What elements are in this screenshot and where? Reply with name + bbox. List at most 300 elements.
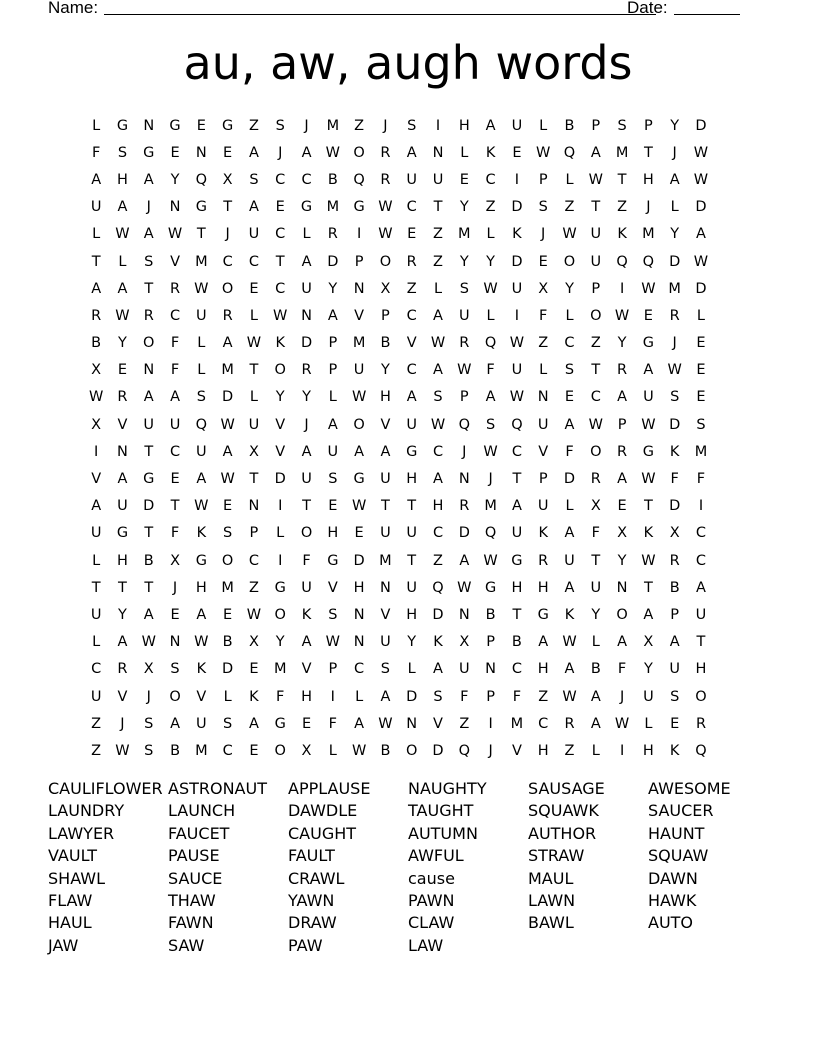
grid-letter: Q	[353, 171, 365, 188]
grid-letter: A	[564, 525, 575, 542]
word-list-item: YAWN	[288, 890, 335, 910]
grid-letter: O	[274, 606, 286, 623]
grid-letter: U	[511, 362, 523, 379]
grid-letter: F	[460, 688, 469, 705]
grid-letter: A	[248, 144, 259, 161]
grid-letter: U	[248, 416, 260, 433]
grid-letter: H	[642, 742, 654, 759]
grid-letter: D	[511, 253, 523, 270]
grid-letter: A	[91, 280, 102, 297]
grid-letter: P	[381, 307, 390, 324]
word-list-item: PAUSE	[168, 846, 220, 866]
grid-letter: B	[564, 117, 575, 134]
grid-letter: L	[486, 307, 495, 324]
grid-letter: X	[538, 280, 549, 297]
grid-letter: U	[590, 579, 602, 596]
grid-letter: W	[509, 389, 525, 406]
grid-letter: I	[514, 171, 520, 188]
grid-letter: T	[249, 471, 259, 488]
grid-letter: E	[117, 362, 128, 379]
grid-letter: M	[195, 742, 208, 759]
grid-row	[83, 302, 743, 329]
grid-letter: T	[144, 443, 154, 460]
grid-letter: C	[538, 715, 549, 732]
grid-letter: L	[407, 661, 416, 678]
grid-letter: A	[248, 715, 259, 732]
grid-letter: F	[170, 525, 180, 542]
grid-letter: W	[246, 606, 262, 623]
grid-letter: A	[590, 715, 601, 732]
grid-letter: A	[327, 307, 338, 324]
grid-letter: E	[249, 280, 259, 297]
grid-letter: C	[406, 307, 417, 324]
grid-letter: K	[538, 525, 548, 542]
grid-letter: Z	[433, 552, 443, 569]
grid-letter: R	[617, 443, 628, 460]
grid-letter: D	[143, 498, 155, 515]
grid-letter: V	[406, 335, 417, 352]
date-label: Date:	[627, 0, 668, 17]
grid-row	[83, 221, 743, 248]
word-list-item: CRAWL	[288, 868, 345, 888]
grid-letter: U	[169, 416, 181, 433]
grid-letter: S	[170, 661, 180, 678]
grid-letter: U	[196, 307, 207, 324]
grid-letter: E	[538, 253, 548, 270]
grid-letter: O	[353, 144, 365, 161]
grid-letter: L	[565, 171, 574, 188]
grid-letter: M	[484, 498, 497, 515]
grid-letter: U	[90, 199, 102, 216]
grid-letter: F	[670, 471, 679, 488]
word-list-item: VAULT	[48, 846, 98, 866]
grid-letter: D	[669, 498, 681, 515]
grid-letter: G	[169, 117, 181, 134]
grid-letter: U	[380, 525, 391, 542]
grid-letter: E	[275, 199, 285, 216]
grid-letter: G	[327, 552, 339, 569]
grid-letter: S	[144, 742, 154, 759]
grid-letter: S	[433, 389, 443, 406]
grid-letter: V	[354, 307, 365, 324]
grid-letter: U	[90, 525, 102, 542]
grid-letter: K	[275, 335, 285, 352]
grid-letter: D	[222, 661, 234, 678]
grid-letter: I	[356, 226, 362, 243]
grid-letter: C	[301, 171, 312, 188]
grid-letter: E	[670, 715, 680, 732]
grid-letter: E	[196, 117, 206, 134]
grid-letter: O	[590, 307, 602, 324]
grid-letter: O	[379, 253, 392, 270]
grid-letter: H	[537, 742, 549, 759]
grid-letter: O	[274, 362, 286, 379]
grid-letter: B	[380, 335, 391, 352]
grid-letter: A	[511, 498, 522, 515]
page-title: au, aw, augh words	[183, 36, 633, 90]
grid-row	[83, 384, 743, 411]
grid-letter: R	[695, 715, 707, 732]
grid-letter: A	[222, 335, 233, 352]
grid-letter: M	[642, 226, 655, 243]
grid-letter: P	[591, 117, 601, 134]
grid-letter: W	[273, 307, 288, 324]
grid-letter: E	[512, 144, 522, 161]
grid-letter: L	[92, 226, 101, 243]
grid-letter: V	[327, 579, 338, 596]
grid-letter: A	[222, 443, 233, 460]
grid-letter: Y	[170, 171, 180, 188]
grid-letter: M	[352, 335, 366, 352]
date-blank[interactable]	[674, 14, 740, 15]
grid-letter: Y	[591, 606, 601, 623]
grid-letter: X	[459, 634, 470, 651]
grid-letter: I	[94, 443, 99, 460]
grid-letter: S	[196, 389, 206, 406]
grid-letter: T	[591, 362, 601, 379]
grid-letter: S	[380, 661, 391, 678]
grid-letter: Y	[643, 661, 653, 678]
grid-row	[83, 438, 743, 465]
grid-letter: T	[407, 498, 417, 515]
grid-letter: E	[223, 606, 233, 623]
grid-letter: T	[512, 606, 522, 623]
grid-letter: E	[223, 144, 233, 161]
grid-letter: V	[511, 742, 522, 759]
grid-letter: Z	[248, 579, 259, 596]
grid-letter: W	[246, 335, 262, 352]
grid-letter: E	[249, 661, 259, 678]
grid-letter: L	[276, 525, 285, 542]
word-list-item: FAUCET	[168, 823, 230, 843]
grid-letter: S	[144, 715, 154, 732]
word-list-item: CLAW	[408, 913, 455, 933]
word-list-item: TAUGHT	[408, 801, 474, 821]
grid-letter: X	[248, 443, 259, 460]
word-list-item: CAUGHT	[288, 823, 357, 843]
grid-letter: X	[643, 634, 654, 651]
grid-letter: L	[433, 280, 443, 297]
grid-letter: I	[435, 117, 441, 134]
grid-letter: U	[590, 253, 602, 270]
grid-letter: W	[614, 307, 630, 324]
grid-letter: G	[116, 117, 129, 134]
grid-letter: C	[590, 389, 601, 406]
grid-letter: O	[563, 253, 576, 270]
grid-letter: V	[91, 471, 102, 488]
grid-letter: F	[565, 443, 574, 460]
grid-letter: Z	[538, 688, 549, 705]
grid-letter: G	[274, 715, 286, 732]
grid-letter: I	[330, 688, 335, 705]
grid-letter: W	[351, 742, 367, 759]
grid-letter: W	[614, 715, 630, 732]
grid-letter: N	[406, 715, 418, 732]
word-list-item: AUTO	[648, 913, 694, 933]
grid-letter: A	[117, 199, 128, 216]
grid-letter: C	[406, 199, 417, 216]
grid-letter: I	[698, 498, 704, 515]
grid-letter: S	[485, 416, 496, 433]
grid-letter: F	[512, 688, 522, 705]
grid-letter: E	[328, 498, 338, 515]
grid-letter: Q	[511, 416, 523, 433]
grid-letter: P	[486, 634, 495, 651]
grid-letter: N	[195, 144, 207, 161]
grid-letter: Q	[484, 335, 497, 352]
grid-letter: Y	[407, 634, 417, 651]
grid-letter: J	[619, 688, 625, 705]
grid-letter: P	[670, 606, 680, 623]
grid-letter: U	[695, 606, 707, 623]
grid-letter: U	[406, 525, 418, 542]
grid-letter: Z	[590, 335, 601, 352]
grid-letter: R	[380, 144, 391, 161]
grid-letter: E	[564, 389, 575, 406]
grid-letter: H	[301, 688, 312, 705]
grid-letter: N	[353, 280, 365, 297]
word-list-item: SHAWL	[48, 868, 105, 888]
grid-letter: T	[275, 253, 285, 270]
grid-letter: L	[355, 688, 364, 705]
grid-letter: E	[354, 525, 364, 542]
grid-letter: W	[167, 226, 183, 243]
grid-letter: L	[223, 688, 232, 705]
grid-letter: O	[169, 688, 181, 705]
grid-letter: G	[406, 443, 418, 460]
grid-letter: H	[695, 661, 707, 678]
grid-letter: H	[537, 661, 549, 678]
grid-letter: U	[564, 552, 575, 569]
grid-row	[83, 547, 743, 574]
grid-letter: P	[459, 389, 469, 406]
grid-letter: T	[302, 498, 311, 515]
grid-letter: X	[170, 552, 180, 569]
word-list-item: DRAW	[288, 913, 337, 933]
grid-letter: K	[617, 226, 627, 243]
grid-letter: J	[225, 226, 230, 243]
grid-letter: M	[668, 280, 681, 297]
grid-letter: P	[538, 171, 548, 188]
grid-letter: B	[91, 335, 102, 352]
grid-letter: I	[488, 715, 493, 732]
grid-letter: P	[538, 471, 548, 488]
grid-letter: L	[591, 742, 600, 759]
grid-letter: G	[143, 144, 155, 161]
grid-letter: R	[222, 307, 233, 324]
grid-letter: E	[407, 226, 417, 243]
grid-letter: Y	[380, 362, 390, 379]
grid-letter: L	[486, 226, 495, 243]
grid-letter: D	[669, 416, 681, 433]
word-list-item: LAWN	[528, 890, 576, 910]
grid-letter: L	[249, 307, 258, 324]
grid-letter: L	[302, 226, 311, 243]
name-label: Name:	[48, 0, 99, 17]
grid-letter: T	[196, 226, 206, 243]
grid-row	[83, 737, 743, 764]
grid-letter: A	[301, 634, 312, 651]
grid-letter: C	[275, 280, 286, 297]
grid-letter: C	[248, 253, 259, 270]
grid-letter: R	[590, 471, 601, 488]
grid-letter: L	[644, 715, 653, 732]
grid-letter: W	[457, 362, 472, 379]
grid-letter: U	[196, 443, 207, 460]
grid-letter: A	[669, 634, 680, 651]
word-list-item: LAW	[408, 935, 444, 955]
grid-letter: C	[695, 525, 707, 542]
grid-letter: A	[196, 471, 207, 488]
grid-letter: S	[459, 280, 469, 297]
grid-letter: G	[195, 199, 207, 216]
grid-letter: Y	[486, 253, 496, 270]
word-list-item: HAUL	[48, 913, 92, 933]
grid-letter: Z	[91, 715, 102, 732]
grid-letter: E	[696, 362, 706, 379]
grid-letter: W	[693, 171, 709, 188]
grid-letter: C	[695, 552, 707, 569]
grid-letter: P	[486, 688, 495, 705]
grid-letter: W	[509, 335, 525, 352]
grid-letter: W	[430, 335, 446, 352]
grid-letter: R	[459, 335, 470, 352]
grid-letter: W	[667, 362, 682, 379]
grid-letter: U	[643, 389, 654, 406]
grid-letter: E	[170, 471, 180, 488]
grid-letter: T	[91, 253, 101, 270]
word-list-item: LAUNDRY	[48, 801, 125, 821]
grid-letter: K	[564, 606, 575, 623]
grid-letter: A	[248, 199, 259, 216]
grid-letter: J	[146, 199, 151, 216]
grid-letter: F	[302, 552, 311, 569]
grid-letter: U	[406, 416, 418, 433]
grid-letter: Y	[118, 606, 127, 623]
grid-letter: R	[669, 307, 680, 324]
grid-letter: C	[222, 742, 233, 759]
grid-letter: D	[695, 280, 707, 297]
grid-letter: Z	[564, 199, 575, 216]
grid-letter: U	[117, 498, 128, 515]
grid-letter: E	[459, 171, 469, 188]
grid-letter: U	[458, 307, 470, 324]
grid-row	[83, 520, 743, 547]
grid-letter: A	[327, 416, 338, 433]
grid-letter: X	[91, 416, 102, 433]
grid-letter: D	[274, 471, 286, 488]
grid-letter: Z	[406, 280, 417, 297]
grid-row	[83, 465, 743, 492]
grid-letter: T	[144, 280, 154, 297]
grid-letter: W	[325, 144, 340, 161]
grid-letter: S	[249, 171, 259, 188]
grid-letter: A	[301, 443, 312, 460]
grid-letter: W	[115, 307, 130, 324]
grid-letter: S	[538, 199, 548, 216]
grid-letter: Q	[642, 253, 655, 270]
grid-letter: L	[591, 634, 600, 651]
grid-letter: E	[301, 715, 312, 732]
grid-letter: J	[278, 144, 283, 161]
grid-letter: T	[170, 498, 180, 515]
grid-letter: I	[619, 742, 625, 759]
grid-letter: U	[406, 579, 418, 596]
grid-letter: N	[143, 362, 155, 379]
grid-row	[83, 194, 743, 221]
grid-letter: U	[511, 280, 523, 297]
grid-row	[83, 112, 743, 139]
grid-letter: K	[669, 742, 680, 759]
grid-letter: C	[564, 335, 575, 352]
grid-letter: F	[696, 471, 706, 488]
name-blank[interactable]	[104, 14, 656, 15]
word-list-item: SAUCE	[168, 868, 223, 888]
grid-letter: G	[642, 443, 654, 460]
grid-letter: V	[196, 688, 207, 705]
grid-letter: C	[406, 362, 417, 379]
grid-letter: T	[643, 498, 653, 515]
grid-letter: L	[460, 144, 469, 161]
grid-letter: U	[196, 715, 207, 732]
word-list-item: HAUNT	[648, 823, 705, 843]
grid-letter: W	[351, 389, 367, 406]
grid-letter: L	[565, 307, 574, 324]
grid-letter: L	[197, 362, 206, 379]
grid-letter: D	[432, 606, 444, 623]
grid-letter: B	[590, 661, 601, 678]
grid-letter: K	[485, 144, 496, 161]
grid-letter: W	[588, 416, 603, 433]
grid-letter: C	[432, 525, 444, 542]
grid-letter: I	[514, 307, 520, 324]
grid-letter: A	[590, 144, 601, 161]
grid-letter: L	[92, 117, 101, 134]
grid-letter: K	[196, 661, 207, 678]
worksheet-header	[48, 0, 740, 20]
grid-letter: E	[249, 742, 259, 759]
grid-letter: Y	[275, 389, 285, 406]
grid-letter: N	[169, 634, 181, 651]
grid-letter: U	[301, 471, 312, 488]
grid-letter: S	[223, 525, 233, 542]
grid-letter: P	[354, 253, 364, 270]
grid-letter: O	[274, 742, 286, 759]
grid-letter: B	[327, 171, 338, 188]
grid-letter: S	[275, 117, 285, 134]
grid-letter: F	[328, 715, 337, 732]
grid-letter: P	[591, 280, 601, 297]
grid-letter: J	[541, 226, 546, 243]
grid-letter: U	[537, 416, 549, 433]
grid-letter: W	[194, 634, 209, 651]
grid-letter: B	[222, 634, 233, 651]
grid-letter: V	[117, 416, 128, 433]
grid-letter: Z	[459, 715, 470, 732]
grid-letter: A	[538, 634, 549, 651]
grid-row	[83, 601, 743, 628]
grid-letter: Z	[538, 335, 549, 352]
grid-letter: A	[696, 226, 706, 243]
grid-letter: T	[223, 199, 233, 216]
grid-letter: U	[643, 688, 654, 705]
grid-letter: W	[641, 552, 656, 569]
grid-letter: C	[432, 443, 444, 460]
grid-letter: J	[672, 335, 677, 352]
grid-letter: S	[223, 715, 233, 732]
grid-letter: L	[328, 742, 337, 759]
grid-letter: L	[118, 253, 127, 270]
